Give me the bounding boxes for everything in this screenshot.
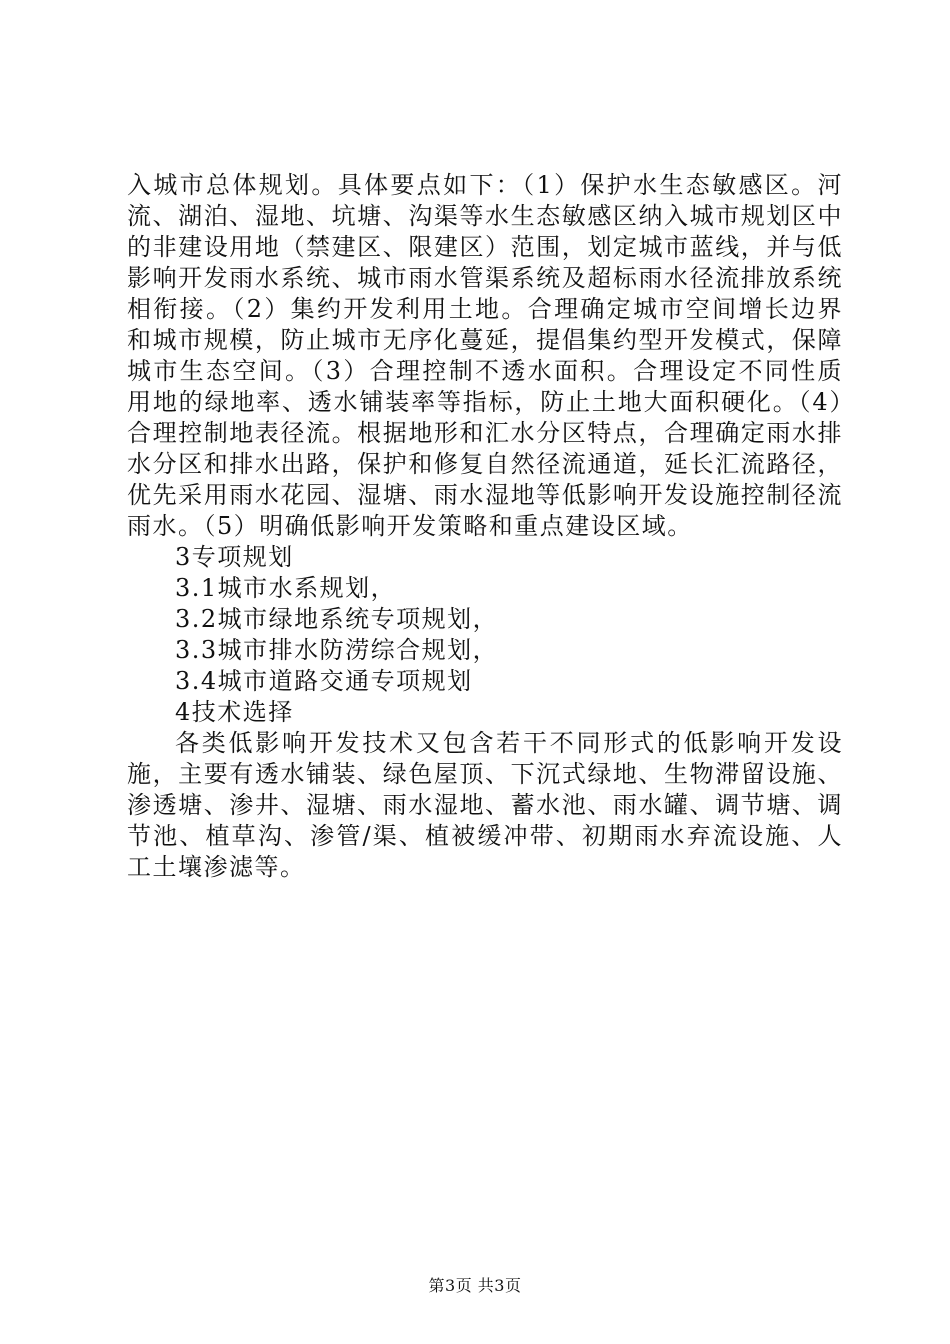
- page-footer: 第3页 共3页: [428, 1276, 522, 1295]
- paragraph-planning-points: 入城市总体规划。具体要点如下：（1）保护水生态敏感区。河流、湖泊、湿地、坑塘、沟渠等水生态敏感区纳入城市规划区中的非建设用地（禁建区、限建区）范围，划定城市蓝线，并与低影响开发雨水系统、城市雨水管渠系统及超标雨水径流排放系统相衔接。（2）集约开发利用土地。合理确定城市空间增长边界和城市规模，防止城市无序化蔓延，提倡集约型开发模式，保障城市生态空间。（3）合理控制不透水面积。合理设定不同性质用地的绿地率、透水铺装率等指标，防止土地大面积硬化。（4）合理控制地表径流。根据地形和汇水分区特点，合理确定雨水排水分区和排水出路，保护和修复自然径流通道，延长汇流路径，优先采用雨水花园、湿塘、雨水湿地等低影响开发设施控制径流雨水。（5）明确低影响开发策略和重点建设区域。: [127, 171, 843, 540]
- document-body: [127, 170, 843, 883]
- section-heading-technology: 4技术选择: [175, 698, 294, 726]
- paragraph-lid-facilities: 各类低影响开发技术又包含若干不同形式的低影响开发设施，主要有透水铺装、绿色屋顶、下沉式绿地、生物滞留设施、渗透塘、渗井、湿塘、雨水湿地、蓄水池、雨水罐、调节塘、调节池、植草沟、渗管/渠、植被缓冲带、初期雨水弃流设施、人工土壤渗滤等。: [127, 729, 843, 881]
- section-item-drainage: 3.3城市排水防涝综合规划，: [175, 636, 499, 664]
- section-item-water-system: 3.1城市水系规划，: [175, 574, 397, 602]
- section-item-green-space: 3.2城市绿地系统专项规划，: [175, 605, 499, 633]
- section-heading-special-planning: 3专项规划: [175, 543, 294, 571]
- section-item-road-traffic: 3.4城市道路交通专项规划: [175, 667, 473, 695]
